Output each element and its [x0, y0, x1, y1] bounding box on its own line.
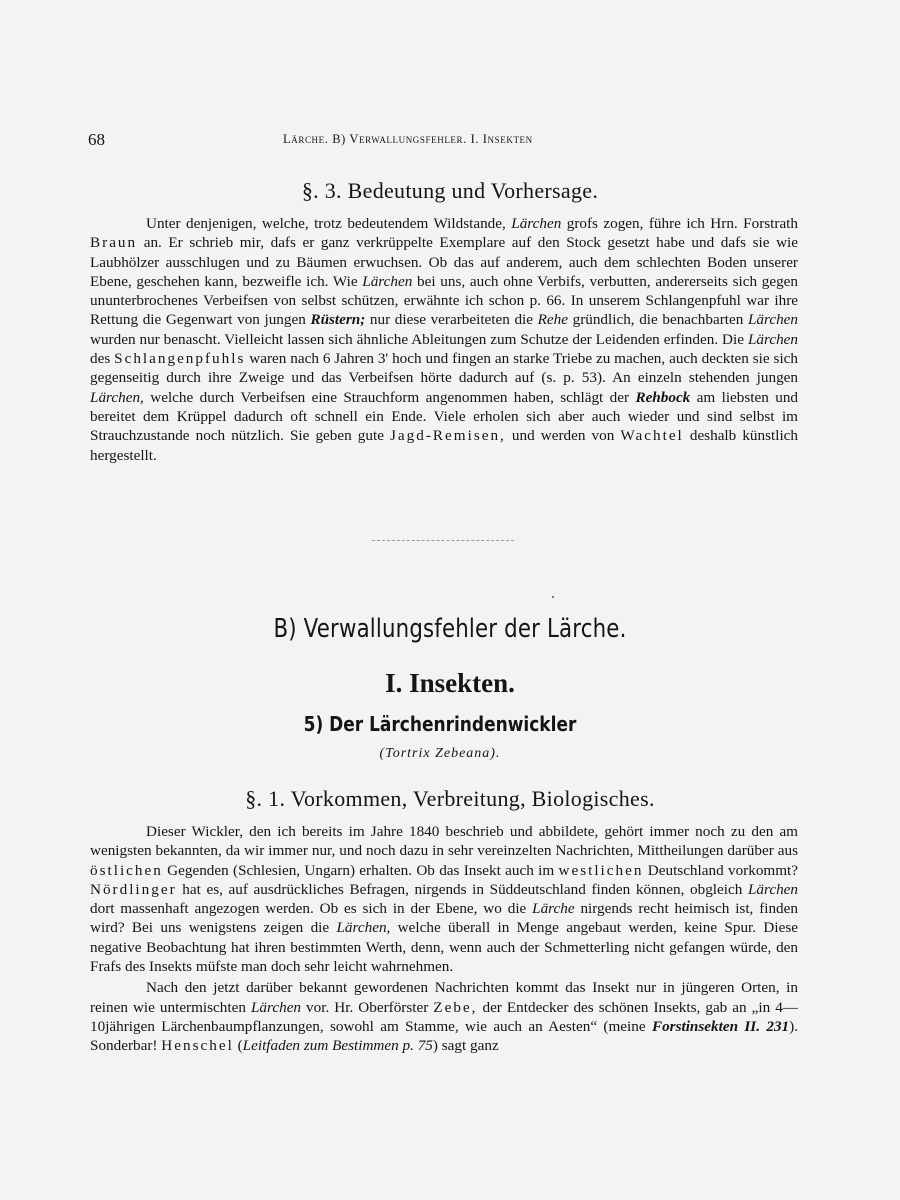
running-head-title: Lärche. B) Verwallungsfehler. I. Insekten [283, 132, 533, 146]
paragraph: Nach den jetzt darüber bekannt gewordenen Nachrichten kommt das Insekt nur in jüngeren Orten, in reinen wie untermischten Lärchen vor. Hr. Oberförster Zebe, der Entdecker des schönen Insekts, gab an „in 4—10jährigen Lärchenbaumpflanzungen, sowohl am Stamme, wie auch an Aesten“ (meine Forstinsekten II. 231). Sonderbar! Henschel (Leitfaden zum Bestimmen p. 75) sagt ganz [90, 979, 798, 1055]
emphasis: Lärchen [747, 330, 798, 348]
page-number: 68 [88, 130, 105, 149]
emphasis: Lärchen [511, 215, 562, 232]
body-text-section3 [90, 214, 798, 465]
emphasis: Leitfaden zum Bestimmen p. 75 [242, 1037, 433, 1055]
emphasis: Forstinsekten II. 231 [651, 1017, 790, 1035]
part-title: B) Verwallungsfehler der Lärche. [273, 614, 627, 644]
paragraph: Dieser Wickler, den ich bereits im Jahre 1840 beschrieb und abbildete, gehört immer noch zu den am wenigsten bekannten, da wir immer nur, und noch dazu in sehr vereinzelten Nachrichten, Mittheilungen darüber aus östlichen Gegenden (Schlesien, Ungarn) erhalten. Ob das Insekt auch im westlichen Deutschland vorkommt? Nördlinger hat es, auf ausdrückliches Befragen, nirgends in Süddeutschland finden können, obgleich Lärchen dort massenhaft angezogen werden. Ob es sich in der Ebene, wo die Lärche nirgends recht heimisch ist, finden wird? Bei uns wenigstens zeigen die Lärchen, welche überall in Menge angebaut werden, keine Spur. Diese negative Beobachtung hat ihren bestimmten Werth, denn, wenn auch der Schmetterling nicht gefangen würde, den Frafs des Insekts müfste man doch sehr leicht wahrnehmen. [90, 823, 799, 976]
running-head [88, 130, 798, 152]
emphasis: Schlangenpfuhls [114, 350, 246, 368]
emphasis: Rüstern; [310, 311, 366, 329]
emphasis: Rehe [537, 311, 568, 329]
emphasis: Lärchen, [336, 919, 391, 937]
emphasis: Lärchen [362, 272, 413, 290]
emphasis: östlichen [90, 861, 163, 879]
species-title: 5) Der Lärchenrindenwickler [303, 712, 577, 736]
emphasis: Rehbock [635, 388, 691, 406]
emphasis: Lärchen [747, 880, 798, 898]
emphasis: Lärchen, [90, 388, 144, 406]
emphasis: Lärchen [250, 998, 302, 1016]
emphasis: Braun [90, 234, 138, 252]
body-text-section1 [90, 822, 798, 1056]
emphasis: Lärchen [747, 311, 798, 329]
paragraph: Unter denjenigen, welche, trotz bedeutendem Wildstande, Lärchen grofs zogen, führe ich Hrn. Forstrath Braun an. Er schrieb mir, dafs er ganz verkrüppelte Exemplare auf den Stock gesetzt habe und dafs sie wie Laubhölzer ausschlugen und zu Bäumen erwuchsen. Ob das auf anderem, auch dem schlechten Boden unserer Ebene, geschehen kann, bezweifle ich. Wie Lärchen bei uns, auch ohne Verbifs, verbutten, andererseits sich gegen ununterbrochenes Verbeifsen von selbst schützen, erwähnte ich schon p. 66. In unserem Schlangenpfuhl war ihre Rettung die Gegenwart von jungen Rüstern; nur diese verarbeiteten die Rehe gründlich, die benachbarten Lärchen wurden nur benascht. Vielleicht lassen sich ähnliche Ableitungen zum Schutze der Leidenden erfinden. Die Lärchen des Schlangenpfuhls waren nach 6 Jahren 3' hoch und fingen an starke Triebe zu machen, auch deckten sie sich gegenseitig durch ihre Zweige und das Verbeifsen hörte dadurch auf (s. p. 53). An einzeln stehenden jungen Lärchen, welche durch Verbeifsen eine Strauchform angenommen haben, schlägt der Rehbock am liebsten und bereitet dem Krüppel dadurch oft schnell ein Ende. Viele erholen sich aber auch wieder und sind selbst im Strauchzustande noch nützlich. Sie geben gute Jagd-Remisen, und werden von Wachtel deshalb künstlich hergestellt. [90, 215, 799, 464]
emphasis: Jagd-Remisen, [390, 427, 506, 445]
emphasis: Henschel [161, 1037, 234, 1055]
emphasis: Wachtel [620, 427, 684, 445]
emphasis: Nördlinger [90, 880, 177, 898]
print-speck [552, 596, 554, 598]
emphasis: Zebe, [433, 998, 478, 1016]
emphasis: westlichen [558, 861, 644, 879]
species-latin-name: (Tortrix Zebeana). [379, 746, 501, 761]
section-heading-vorkommen: §. 1. Vorkommen, Verbreitung, Biologisches. [245, 786, 655, 811]
section-heading-bedeutung: §. 3. Bedeutung und Vorhersage. [301, 178, 599, 203]
part-subtitle: I. Insekten. [385, 668, 515, 698]
separator-rule [372, 540, 514, 541]
emphasis: Lärche [532, 900, 575, 918]
